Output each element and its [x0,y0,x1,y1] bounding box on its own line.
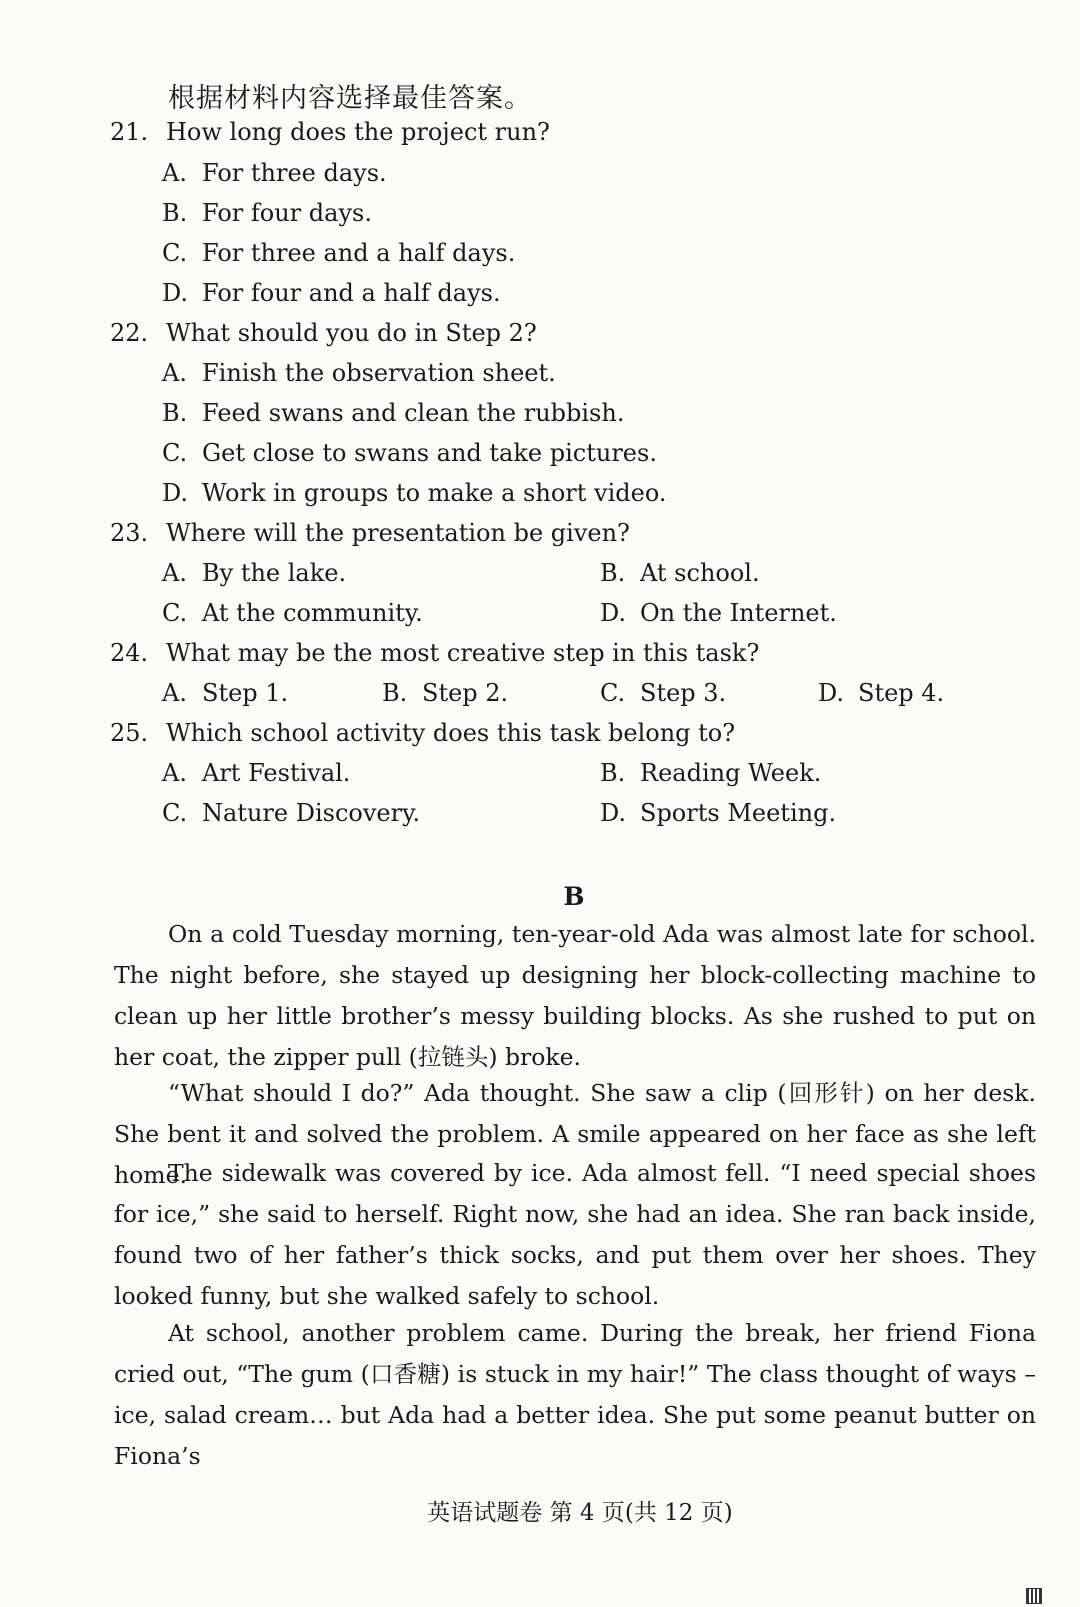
question-24 [110,639,759,667]
question-text: Which school activity does this task belong to? [166,719,736,747]
question-text: What may be the most creative step in this task? [166,639,760,667]
passage-paragraph-1: On a cold Tuesday morning, ten-year-old Ada was almost late for school. The night before, she stayed up designing her block-collecting machine to clean up her little brother’s messy building blocks. As she rushed to put on her coat, the zipper pull (拉链头) broke. [114,920,1036,1071]
option-22-d: D. Work in groups to make a short video. [162,479,667,507]
question-number: 24. [110,639,149,667]
option-21-b: B. For four days. [162,199,372,227]
instruction: 根据材料内容选择最佳答案。 [168,83,532,114]
question-text: Where will the presentation be given? [166,519,630,547]
question-number: 25. [110,719,149,747]
option-21-d: D. For four and a half days. [162,279,501,307]
option-24-d: D. Step 4. [818,679,945,707]
option-23-c: C. At the community. [162,599,423,627]
question-25 [110,719,735,747]
option-21-c: C. For three and a half days. [162,239,516,267]
question-22 [110,319,537,347]
option-25-b: B. Reading Week. [600,759,822,787]
qr-code-icon [1026,1588,1042,1604]
question-text: What should you do in Step 2? [166,319,537,347]
question-21 [110,118,550,146]
option-25-d: D. Sports Meeting. [600,799,837,827]
question-number: 23. [110,519,149,547]
option-25-c: C. Nature Discovery. [162,799,421,827]
question-number: 21. [110,118,149,146]
page-footer: 英语试题卷 第 4 页(共 12 页) [427,1500,733,1526]
option-23-b: B. At school. [600,559,760,587]
option-22-c: C. Get close to swans and take pictures. [162,439,657,467]
option-23-d: D. On the Internet. [600,599,837,627]
section-heading: B [563,882,585,911]
option-25-a: A. Art Festival. [162,759,351,787]
question-23 [110,519,630,547]
passage-paragraph-2: “What should I do?” Ada thought. She saw a clip (回形针) on her desk. She bent it and solved the problem. A smile appeared on her face as she left home. [114,1079,1036,1189]
option-24-b: B. Step 2. [382,679,509,707]
option-22-a: A. Finish the observation sheet. [162,359,556,387]
option-24-c: C. Step 3. [600,679,727,707]
option-24-a: A. Step 1. [162,679,289,707]
question-text: How long does the project run? [166,118,550,146]
passage-paragraph-3: The sidewalk was covered by ice. Ada almost fell. “I need special shoes for ice,” she said to herself. Right now, she had an idea. She ran back inside, found two of her father’s thick socks, and put them over her shoes. They looked funny, but she walked safely to school. [114,1159,1036,1310]
option-23-a: A. By the lake. [162,559,347,587]
question-number: 22. [110,319,149,347]
option-22-b: B. Feed swans and clean the rubbish. [162,399,625,427]
option-21-a: A. For three days. [162,159,387,187]
passage-paragraph-4: At school, another problem came. During the break, her friend Fiona cried out, “The gum (口香糖) is stuck in my hair!” The class thought of ways – ice, salad cream… but Ada had a better idea. She put some peanut butter on Fiona’s [114,1319,1036,1470]
